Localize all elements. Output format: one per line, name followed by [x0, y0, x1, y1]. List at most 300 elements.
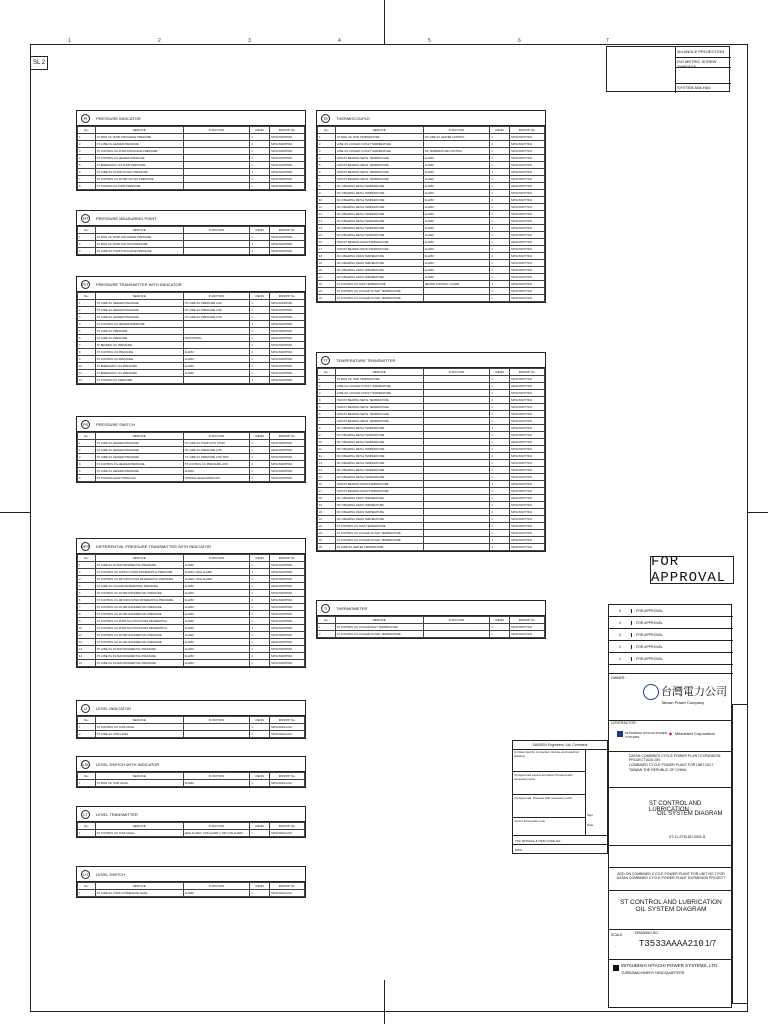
table-cell	[423, 631, 490, 638]
col-header: No.	[78, 883, 96, 890]
table-row	[318, 474, 545, 481]
table-cell	[183, 162, 250, 169]
table-cell: ST MAIN OIL PUMP DISCHARGE PRESSURE	[95, 134, 183, 141]
table-cell: 1	[78, 134, 96, 141]
taipower-logo-icon	[643, 684, 659, 700]
table-cell: 9	[78, 618, 96, 625]
table-row	[318, 411, 545, 418]
table-cell: M07H/NNOPP001	[270, 314, 305, 321]
table-cell: 1	[490, 481, 510, 488]
table-cell: M07H/NNOTT001	[510, 453, 545, 460]
table-cell: M07H/NNOPP001	[270, 141, 305, 148]
table-cell: M07H/NNOTT001	[510, 530, 545, 537]
table-row	[318, 624, 545, 631]
table-row	[318, 197, 545, 204]
table-cell: M07H/NNOTT001	[510, 397, 545, 404]
col-header: REQS	[250, 127, 270, 134]
table-cell: 1	[78, 724, 96, 731]
table-cell: 6	[78, 475, 96, 482]
table-cell	[423, 537, 490, 544]
table-cell: 1	[250, 604, 270, 611]
contractor-mc: Mitsubishi Corporation	[675, 731, 715, 736]
table-cell: M07H/NNOPP001	[270, 440, 305, 447]
table-cell	[423, 425, 490, 432]
table-cell: ST CONTROL OIL COOLER OUTLET TEMPERATURE	[335, 631, 423, 638]
table-cell: 13	[318, 218, 336, 225]
table-cell: 1	[490, 260, 510, 267]
table-cell: 12	[318, 453, 336, 460]
table-cell: 9	[318, 432, 336, 439]
table-cell: 3	[318, 390, 336, 397]
table-row	[78, 468, 305, 475]
table-cell: 3	[318, 148, 336, 155]
table-cell: 1	[490, 204, 510, 211]
mitsubishi-diamond-icon: ◆	[669, 731, 673, 736]
table-cell: M07H/NNOPP001	[270, 625, 305, 632]
table-cell	[423, 523, 490, 530]
zone-number: 1	[68, 38, 71, 44]
table-title: THERMOMETER	[336, 605, 368, 611]
table-cell: 1	[490, 467, 510, 474]
col-header: REQS	[250, 773, 270, 780]
table-cell: 1	[250, 148, 270, 155]
table-cell: 19	[318, 260, 336, 267]
owner-label: OWNER :	[611, 676, 627, 680]
table-row	[318, 631, 545, 638]
table-cell: 11	[318, 446, 336, 453]
table-cell: 1	[490, 197, 510, 204]
col-header: RDS/PP No.	[270, 823, 305, 830]
table-cell: 1	[490, 425, 510, 432]
table-cell: ST BEARING OIL PRESSURE	[95, 342, 183, 349]
col-header: SERVICE	[95, 823, 183, 830]
table-differential-pressure	[76, 538, 306, 668]
table-cell: ST LUBE OIL PRESSURE LOW	[183, 300, 250, 307]
table-cell: ST CONTROL OIL FILTER DIFFERENTIAL PRESSURE	[95, 632, 183, 639]
table-row	[318, 495, 545, 502]
table-cell: ST CONTROL OIL HEADER PRESSURE	[95, 155, 183, 162]
table-cell: ALARM	[423, 274, 490, 281]
col-header: REQS	[250, 227, 270, 234]
col-header: No.	[78, 823, 96, 830]
col-header: SERVICE	[335, 369, 423, 376]
zone-number: 2	[158, 38, 161, 44]
table-cell: M07H/NNOTT001	[510, 204, 545, 211]
col-header: FUNCTION	[183, 127, 250, 134]
table-cell: ST CONTROL OIL TANK TEMPERATURE	[335, 281, 423, 288]
table-row	[78, 632, 305, 639]
table-cell: 1	[250, 134, 270, 141]
table-cell: 9	[318, 190, 336, 197]
table-cell: 1	[490, 631, 510, 638]
big-title-line2: OIL SYSTEM DIAGRAM	[635, 906, 707, 913]
contractor-label: CONTRACTOR :	[611, 721, 638, 725]
center-mark-bottom	[384, 980, 385, 1024]
symbol-circle-icon: PIT	[82, 281, 89, 287]
table-cell: M07H/NNOLL001	[270, 731, 305, 738]
table-cell: ALARM	[183, 562, 250, 569]
table-cell: M07H/NNOTT001	[510, 404, 545, 411]
table-cell: M07H/NNOTT001	[510, 460, 545, 467]
table-cell: 1	[490, 418, 510, 425]
table-cell: ST LUBE OIL HEADER PRESSURE	[95, 468, 183, 475]
table-cell: ST CONTROL OIL HEADER PRESSURE	[95, 461, 183, 468]
engineer-option: (4) For information only	[514, 819, 546, 823]
table-cell: M07H/NNOTT001	[510, 544, 545, 551]
table-cell	[423, 530, 490, 537]
col-header: FUNCTION	[183, 883, 250, 890]
table-cell: 21	[318, 516, 336, 523]
table-cell: 8	[78, 183, 96, 190]
table-cell: THRUST BEARING METAL TEMPERATURE	[335, 176, 423, 183]
table-cell: ST CONTROL OIL SUPPLY FILTER DIFFERENTIAL PRESSURE	[95, 569, 183, 576]
sheet-ref: SL 2	[30, 56, 48, 70]
table-cell: ST CONTROL OIL PUMP DISCHARGE PRESSURE	[95, 148, 183, 155]
col-header: RDS/PP No.	[270, 773, 305, 780]
col-header: SERVICE	[335, 617, 423, 624]
table-cell: 1	[490, 176, 510, 183]
table-row	[318, 544, 545, 551]
table-cell: ALARM	[183, 363, 250, 370]
table-cell: 1	[490, 288, 510, 295]
table-cell: 1	[250, 660, 270, 667]
table-cell: M07H/NNOPP001	[270, 454, 305, 461]
table-cell: 8	[78, 349, 96, 356]
table-cell: NO.2 BEARING DRAIN TEMPERATURE	[335, 502, 423, 509]
drawing-title-block	[609, 787, 733, 846]
projection-line2: ISO METRIC SCREW	[677, 59, 717, 64]
center-mark-left	[0, 512, 30, 513]
table-row	[318, 481, 545, 488]
table-cell: 1	[490, 390, 510, 397]
table-cell: 6	[78, 597, 96, 604]
table-cell: 1	[250, 830, 270, 837]
table-thermocouple	[316, 110, 546, 303]
table-row	[78, 447, 305, 454]
zone-number: 6	[518, 38, 521, 44]
table-cell: M07H/NNOPP001	[270, 597, 305, 604]
table-title: PRESSURE MEASURING POINT	[96, 215, 157, 221]
zone-number: 3	[248, 38, 251, 44]
col-header: REQS	[250, 555, 270, 562]
caption-line2: DATAN COMBINED CYCLE POWER PLANT EXPANSION PROJECT	[616, 876, 726, 880]
table-cell: 5	[318, 162, 336, 169]
col-header: SERVICE	[95, 717, 183, 724]
table-cell: ST LUBE OIL HEATER CONTROL	[423, 134, 490, 141]
table-cell: ALARM	[183, 370, 250, 377]
table-cell: M07H/NNOTT001	[510, 225, 545, 232]
table-cell: OIL TEMPERATURE CONTROL	[423, 148, 490, 155]
table-cell: 5	[318, 404, 336, 411]
table-cell: 2	[78, 447, 96, 454]
revision-number: 3	[609, 633, 632, 637]
table-cell: 1	[250, 639, 270, 646]
table-cell: M07H/NNOPP001	[270, 590, 305, 597]
table-row	[78, 169, 305, 176]
table-cell: 12	[78, 377, 96, 384]
table-cell: M07H/NNOPP001	[270, 646, 305, 653]
table-cell	[423, 418, 490, 425]
drawing-number-block	[609, 929, 733, 960]
table-cell	[423, 516, 490, 523]
table-cell: M07H/NNOTT001	[510, 383, 545, 390]
table-row	[78, 653, 305, 660]
table-cell: 11	[318, 204, 336, 211]
table-cell: 4	[78, 321, 96, 328]
table-cell: 4	[318, 397, 336, 404]
table-cell: 1	[250, 241, 270, 248]
table-cell: ST CONTROL OIL COOLER OUTLET TEMPERATURE	[335, 537, 423, 544]
table-cell: ALARM	[423, 239, 490, 246]
table-cell: ST TURNING GEAR INTERLOCK	[95, 475, 183, 482]
table-thermometer	[316, 600, 546, 639]
table-cell: HEATER CONTROL / ALARM	[423, 281, 490, 288]
table-cell: ST LUBE OIL TANK LEVEL	[95, 731, 183, 738]
table-row	[78, 625, 305, 632]
table-cell	[423, 460, 490, 467]
table-cell: 1	[490, 453, 510, 460]
table-cell: THRUST BEARING METAL TEMPERATURE	[335, 411, 423, 418]
col-header: FUNCTION	[183, 773, 250, 780]
table-cell: 22	[318, 281, 336, 288]
table-cell: 1	[318, 624, 336, 631]
table-cell: NO.1 BEARING METAL TEMPERATURE	[335, 432, 423, 439]
zone-number: 4	[338, 38, 341, 44]
table-cell	[183, 377, 250, 384]
table-cell: 13	[78, 646, 96, 653]
engineer-option: (3) Approved: Proceed with necessary work	[513, 795, 585, 818]
table-cell: ALARM	[423, 169, 490, 176]
table-cell: M07H/NNOTT001	[510, 239, 545, 246]
table-cell: 1	[250, 248, 270, 255]
table-level-transmitter	[76, 806, 306, 838]
table-cell: M07H/NNOPP001	[270, 248, 305, 255]
table-cell	[423, 488, 490, 495]
table-cell: M07H/NNOPP001	[270, 468, 305, 475]
table-cell: M07H/NNOPP001	[270, 363, 305, 370]
table-cell: ST EMERGENCY OIL PRESSURE	[95, 370, 183, 377]
table-cell: M07H/NNOPP001	[270, 148, 305, 155]
table-cell: 1	[250, 731, 270, 738]
table-cell: NO.2 BEARING METAL TEMPERATURE	[335, 446, 423, 453]
table-cell: 2	[78, 569, 96, 576]
table-cell: M07H/NNOTT001	[510, 148, 545, 155]
table-cell: 1	[490, 148, 510, 155]
symbol-circle-icon: DPIT	[80, 543, 91, 549]
revision-status: FOR APPROVAL	[636, 632, 663, 637]
table-cell: 1	[250, 342, 270, 349]
table-cell: M07H/NNOPP001	[270, 461, 305, 468]
table-cell: M07H/NNOPP001	[270, 234, 305, 241]
table-row	[318, 418, 545, 425]
table-row	[78, 590, 305, 597]
drawing-no-label: DRAWING NO.	[635, 931, 659, 935]
table-row	[78, 300, 305, 307]
table-cell: M07H/NNOPP001	[270, 335, 305, 342]
table-cell: 1	[490, 404, 510, 411]
table-cell: 1	[250, 356, 270, 363]
col-header: REQS	[490, 369, 510, 376]
table-cell: LUBE OIL COOLER OUTLET TEMPERATURE	[335, 390, 423, 397]
table-cell: 1	[78, 890, 96, 897]
table-cell: M07H/NNOPP001	[270, 176, 305, 183]
table-cell: 21	[318, 274, 336, 281]
table-cell: 1	[250, 169, 270, 176]
table-row	[318, 453, 545, 460]
table-cell: ST MAIN OIL PUMP DISCHARGE PRESSURE	[95, 234, 183, 241]
table-cell: ST TURNING OIL PUMP PRESSURE	[95, 183, 183, 190]
projection-box	[606, 46, 730, 92]
scale-value: -	[615, 943, 617, 948]
table-cell	[183, 731, 250, 738]
table-cell: ALARM	[183, 597, 250, 604]
table-title: TEMPERATURE TRANSMITTER	[336, 357, 396, 363]
table-cell	[183, 342, 250, 349]
table-row	[318, 425, 545, 432]
revision-status: FOR APPROVAL	[636, 620, 663, 625]
projection-line1: 3rd ANGLE PROJECTION	[677, 49, 725, 54]
table-cell: M07H/NNOTT001	[510, 274, 545, 281]
table-title: LEVEL TRANSMITTER	[96, 811, 138, 817]
table-cell: M07H/NNOTT001	[510, 169, 545, 176]
table-cell: M07H/NNOTT001	[510, 267, 545, 274]
table-cell	[183, 321, 250, 328]
table-row	[318, 239, 545, 246]
table-cell: 1	[490, 411, 510, 418]
table-cell: ALARM	[423, 197, 490, 204]
table-cell: M07H/NNOPP001	[270, 569, 305, 576]
table-cell: M07H/NNOTT001	[510, 376, 545, 383]
revision-status: FOR APPROVAL	[636, 656, 663, 661]
table-cell: ST LUBE OIL PRESSURE LOW TRIP	[183, 454, 250, 461]
table-row	[78, 356, 305, 363]
table-cell: M07H/NNOTT001	[510, 281, 545, 288]
table-cell: ALARM	[183, 660, 250, 667]
table-cell: ST CONTROL OIL COOLER OUTLET TEMPERATURE	[335, 295, 423, 302]
table-cell: LUBE OIL COOLER OUTLET TEMPERATURE	[335, 383, 423, 390]
col-header: FUNCTION	[423, 127, 490, 134]
table-row	[318, 162, 545, 169]
table-row	[78, 475, 305, 482]
table-cell: 7	[78, 176, 96, 183]
table-row	[318, 253, 545, 260]
scale-label: SCALE	[611, 933, 623, 937]
table-row	[318, 204, 545, 211]
table-cell: NO.3 BEARING METAL TEMPERATURE	[335, 460, 423, 467]
symbol-circle-icon: PP	[82, 215, 89, 221]
table-cell: 1	[490, 239, 510, 246]
table-row	[78, 611, 305, 618]
table-cell: 3	[78, 314, 96, 321]
table-cell: M07H/NNOPP001	[270, 342, 305, 349]
engineer-option: (2) Approved except as Noted: Proceed with necessary work	[513, 772, 585, 795]
table-cell: 3	[78, 576, 96, 583]
table-cell: NO.3 BEARING METAL TEMPERATURE	[335, 211, 423, 218]
table-row	[78, 307, 305, 314]
table-title: PRESSURE TRANSMITTER WITH INDICATOR	[96, 281, 182, 287]
table-row	[78, 349, 305, 356]
table-row	[318, 267, 545, 274]
table-cell: M07H/NNOTT001	[510, 523, 545, 530]
table-cell: M07H/NNOTT001	[510, 439, 545, 446]
table-cell: 1	[490, 232, 510, 239]
table-title: PRESSURE INDICATOR	[96, 115, 141, 121]
table-cell: 1	[490, 225, 510, 232]
company-division: TURBOMACHINERY HEADQUARTERS	[621, 971, 685, 975]
table-cell: ALARM / HIGH ALARM	[183, 576, 250, 583]
table-cell: M07H/NNOTT001	[510, 481, 545, 488]
table-cell	[423, 495, 490, 502]
table-cell: 1	[250, 597, 270, 604]
table-row	[78, 569, 305, 576]
table-cell: 22	[318, 523, 336, 530]
table-cell: M07H/NNOPP001	[270, 349, 305, 356]
table-cell: 1	[250, 155, 270, 162]
table-row	[78, 342, 305, 349]
table-cell: THRUST BEARING METAL TEMPERATURE	[335, 162, 423, 169]
table-row	[78, 363, 305, 370]
table-row	[318, 141, 545, 148]
col-header: No.	[78, 433, 96, 440]
symbol-circle-icon: LT	[81, 810, 90, 819]
table-cell: M07H/NNOTT001	[510, 260, 545, 267]
date-label: Date	[587, 823, 594, 827]
big-title-block	[609, 889, 733, 930]
table-cell: NO.2 BEARING METAL TEMPERATURE	[335, 204, 423, 211]
table-cell	[423, 453, 490, 460]
table-cell: 15	[318, 232, 336, 239]
title-block	[608, 604, 732, 1008]
table-cell: NO.1 BEARING DRAIN TEMPERATURE	[335, 495, 423, 502]
table-cell: ST LUBE OIL FILTER DIFFERENTIAL PRESSURE	[95, 660, 183, 667]
table-cell: 3	[78, 148, 96, 155]
revision-number: 4	[609, 621, 632, 625]
table-cell: M07H/NNOPP001	[270, 639, 305, 646]
table-cell: 15	[78, 660, 96, 667]
project-line1: DATAN COMBINED CYCLE POWER PLANT EXPANSION PROJECT ADD-ON	[629, 754, 721, 762]
table-row	[318, 390, 545, 397]
table-row	[78, 583, 305, 590]
table-cell: 15	[318, 474, 336, 481]
table-cell	[423, 397, 490, 404]
table-cell: ALARM	[423, 155, 490, 162]
table-cell	[423, 544, 490, 551]
table-cell: NO.1 BEARING METAL TEMPERATURE	[335, 190, 423, 197]
table-cell: 1	[490, 134, 510, 141]
col-header: RDS/PP No.	[510, 369, 545, 376]
table-row	[78, 176, 305, 183]
table-cell	[183, 134, 250, 141]
table-cell: ALARM	[183, 611, 250, 618]
table-cell: M07H/NNOTT001	[510, 162, 545, 169]
table-cell: 1	[250, 569, 270, 576]
company-block	[609, 959, 733, 981]
table-cell: 1	[490, 295, 510, 302]
table-cell: M07H/NNOTT001	[510, 502, 545, 509]
table-row	[78, 646, 305, 653]
table-cell: M07H/NNOTT001	[510, 537, 545, 544]
drawing-title-line1: ST CONTROL AND LUBRICATION	[649, 801, 702, 813]
table-cell: MONITORING	[183, 335, 250, 342]
table-cell: M07H/NNOLL001	[270, 830, 305, 837]
engineer-box-title: SUBSEN Engineers, Ltd. Comment	[513, 741, 607, 750]
table-title: LEVEL SWITCH WITH INDICATOR	[96, 761, 160, 767]
col-header: REQS	[250, 293, 270, 300]
table-cell: M07H/NNOTT001	[510, 509, 545, 516]
table-cell: 1	[490, 502, 510, 509]
table-cell: 1	[250, 377, 270, 384]
table-row	[318, 467, 545, 474]
